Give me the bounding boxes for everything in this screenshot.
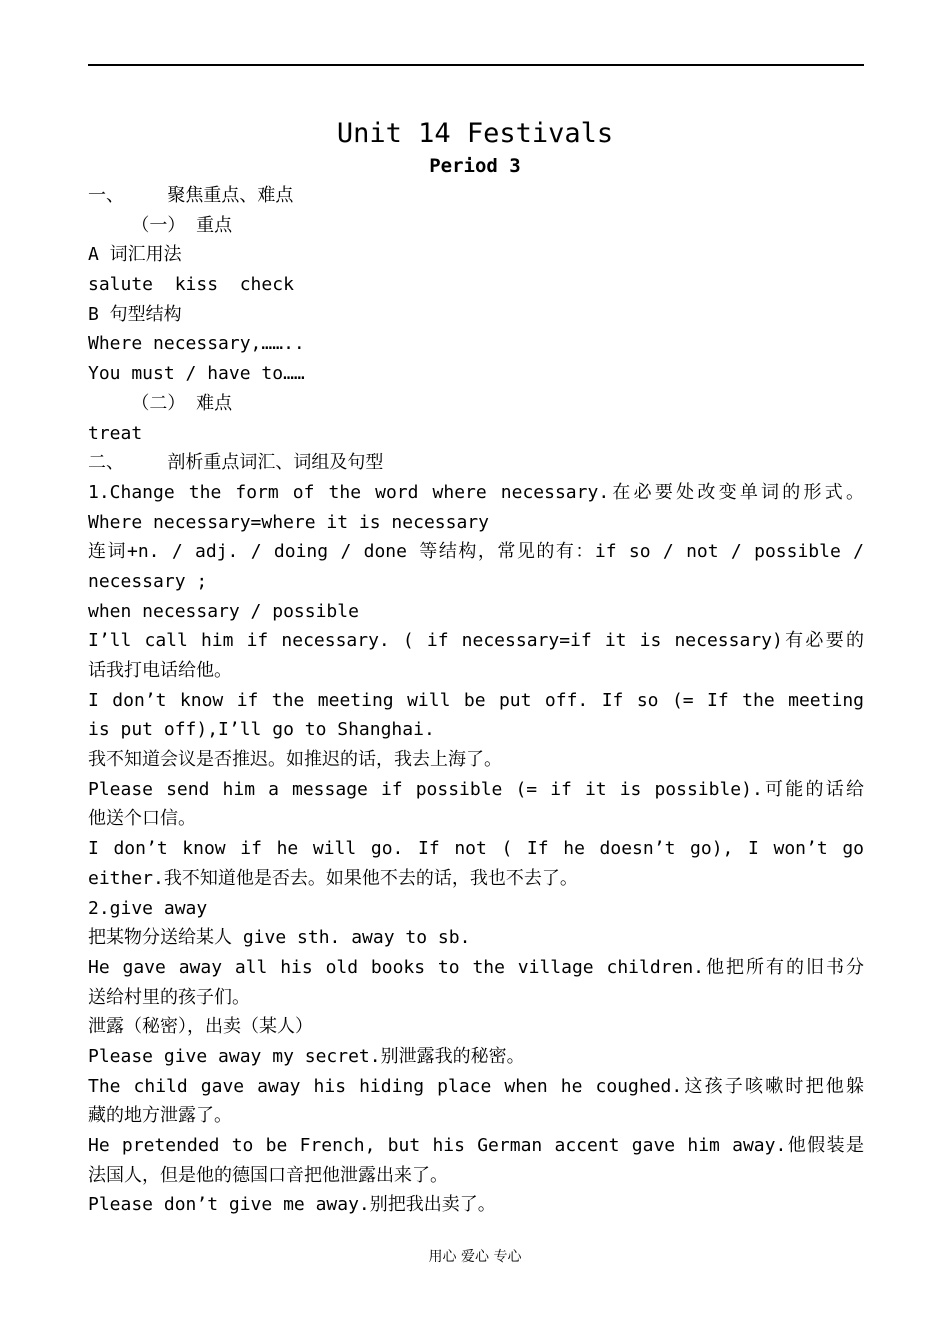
text-line: B 句型结构 xyxy=(88,303,182,325)
text-line: 2.give away xyxy=(88,897,208,919)
text-line: Please give away my secret.别泄露我的秘密。 xyxy=(88,1045,525,1067)
text-line: （二） 难点 xyxy=(88,392,233,414)
text-line: 法国人，但是他的德国口音把他泄露出来了。 xyxy=(88,1164,448,1186)
text-line: 话我打电话给他。 xyxy=(88,660,232,681)
text-line: treat xyxy=(88,422,143,444)
text-line: 把某物分送给某人 give sth. away to sb. xyxy=(88,927,471,949)
text-line: 连词+n. / adj. / doing / done 等结构，常见的有：if so / not / possible / xyxy=(88,541,864,563)
text-line: 泄露（秘密），出卖（某人） xyxy=(88,1016,313,1038)
text-line: He pretended to be French, but his German accent gave him away.他假装是 xyxy=(88,1135,864,1156)
text-line: Where necessary,…….. xyxy=(88,333,305,355)
page-subtitle: Period 3 xyxy=(429,155,521,177)
text-line: 一、 聚焦重点、难点 xyxy=(88,185,294,206)
text-line: is put off),I’ll go to Shanghai. xyxy=(88,719,435,741)
text-line: （一） 重点 xyxy=(88,214,233,236)
text-line: Where necessary=where it is necessary xyxy=(88,511,489,533)
document-body xyxy=(88,181,864,1220)
text-line: 藏的地方泄露了。 xyxy=(88,1105,232,1127)
text-line: salute kiss check xyxy=(88,274,294,296)
text-line: I’ll call him if necessary. ( if necessary=if it is necessary)有必要的 xyxy=(88,630,864,652)
text-line: He gave away all his old books to the village children.他把所有的旧书分 xyxy=(88,956,864,978)
text-line: 他送个口信。 xyxy=(88,808,196,830)
text-line: Please send him a message if possible (= if it is possible).可能的话给 xyxy=(88,778,864,800)
text-line: when necessary / possible xyxy=(88,600,359,622)
header-rule xyxy=(88,64,864,66)
text-line: either.我不知道他是否去。如果他不去的话，我也不去了。 xyxy=(88,867,578,889)
text-line: I don’t know if he will go. If not ( If he doesn’t go), I won’t go xyxy=(88,838,864,860)
text-line: You must / have to…… xyxy=(88,363,305,385)
text-line: Please don’t give me away.别把我出卖了。 xyxy=(88,1194,496,1216)
page-title: Unit 14 Festivals xyxy=(336,118,614,149)
text-line: 1.Change the form of the word where necessary.在必要处改变单词的形式。 xyxy=(88,481,864,503)
text-line: I don’t know if the meeting will be put off. If so (= If the meeting xyxy=(88,689,864,711)
page-footer: 用心 爱心 专心 xyxy=(428,1249,522,1265)
text-line: 二、 剖析重点词汇、词组及句型 xyxy=(88,452,384,474)
text-line: necessary ; xyxy=(88,570,208,592)
text-line: 送给村里的孩子们。 xyxy=(88,986,250,1008)
text-line: A 词汇用法 xyxy=(88,244,182,266)
text-line: The child gave away his hiding place when he coughed.这孩子咳嗽时把他躲 xyxy=(88,1075,864,1097)
text-line: 我不知道会议是否推迟。如推迟的话，我去上海了。 xyxy=(88,749,502,771)
